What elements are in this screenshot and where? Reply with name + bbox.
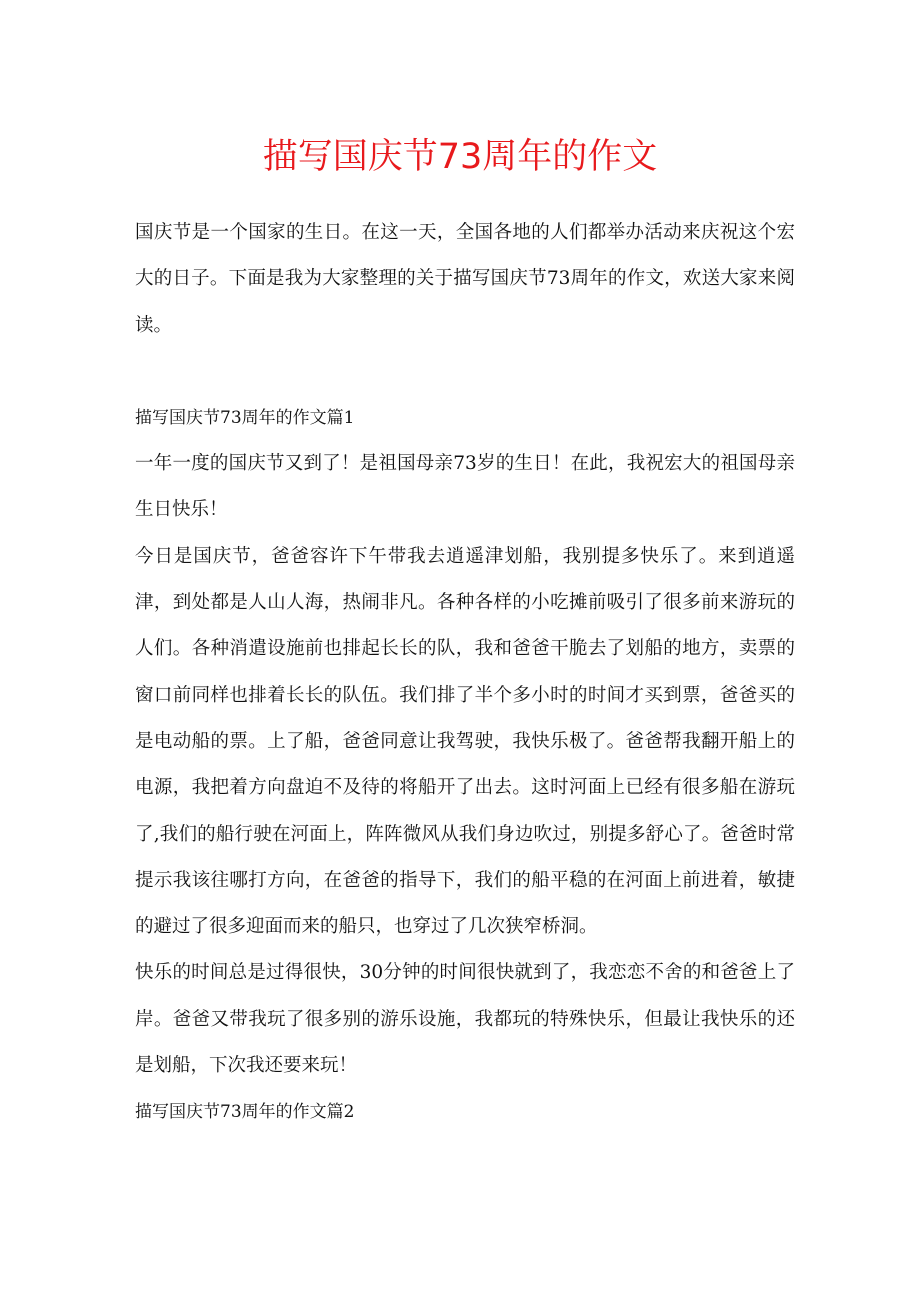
section-1-paragraph-1: 一年一度的国庆节又到了！是祖国母亲73岁的生日！在此，我祝宏大的祖国母亲生日快乐！ [135, 453, 795, 521]
intro-paragraph: 国庆节是一个国家的生日。在这一天，全国各地的人们都举办活动来庆祝这个宏大的日子。下面是我为大家整理的关于描写国庆节73周年的作文，欢送大家来阅读。 [135, 222, 795, 336]
section-1-paragraph-3: 快乐的时间总是过得很快，30分钟的时间很快就到了，我恋恋不舍的和爸爸上了岸。爸爸又带我玩了很多别的游乐设施，我都玩的特殊快乐，但最让我快乐的还是划船，下次我还要来玩！ [135, 962, 795, 1077]
section-1-paragraph-2: 今日是国庆节，爸爸容许下午带我去逍遥津划船，我别提多快乐了。来到逍遥津，到处都是人山人海，热闹非凡。各种各样的小吃摊前吸引了很多前来游玩的人们。各种消遣设施前也排起长长的队，我和爸爸干脆去了划船的地方，卖票的窗口前同样也排着长长的队伍。我们排了半个多小时的时间才买到票，爸爸买的是电动船的票。上了船，爸爸同意让我驾驶，我快乐极了。爸爸帮我翻开船上的电源，我把着方向盘迫不及待的将船开了出去。这时河面上已经有很多船在游玩了,我们的船行驶在河面上，阵阵微风从我们身边吹过，别提多舒心了。爸爸时常提示我该往哪打方向，在爸爸的指导下，我们的船平稳的在河面上前进着，敏捷的避过了很多迎面而来的船只，也穿过了几次狭窄桥洞。 [135, 545, 795, 938]
document-title: 描写国庆节73周年的作文 [262, 137, 658, 177]
section-1-heading: 描写国庆节73周年的作文篇1 [135, 407, 355, 428]
document-body [135, 210, 795, 1136]
section-2-heading: 描写国庆节73周年的作文篇2 [135, 1102, 355, 1123]
